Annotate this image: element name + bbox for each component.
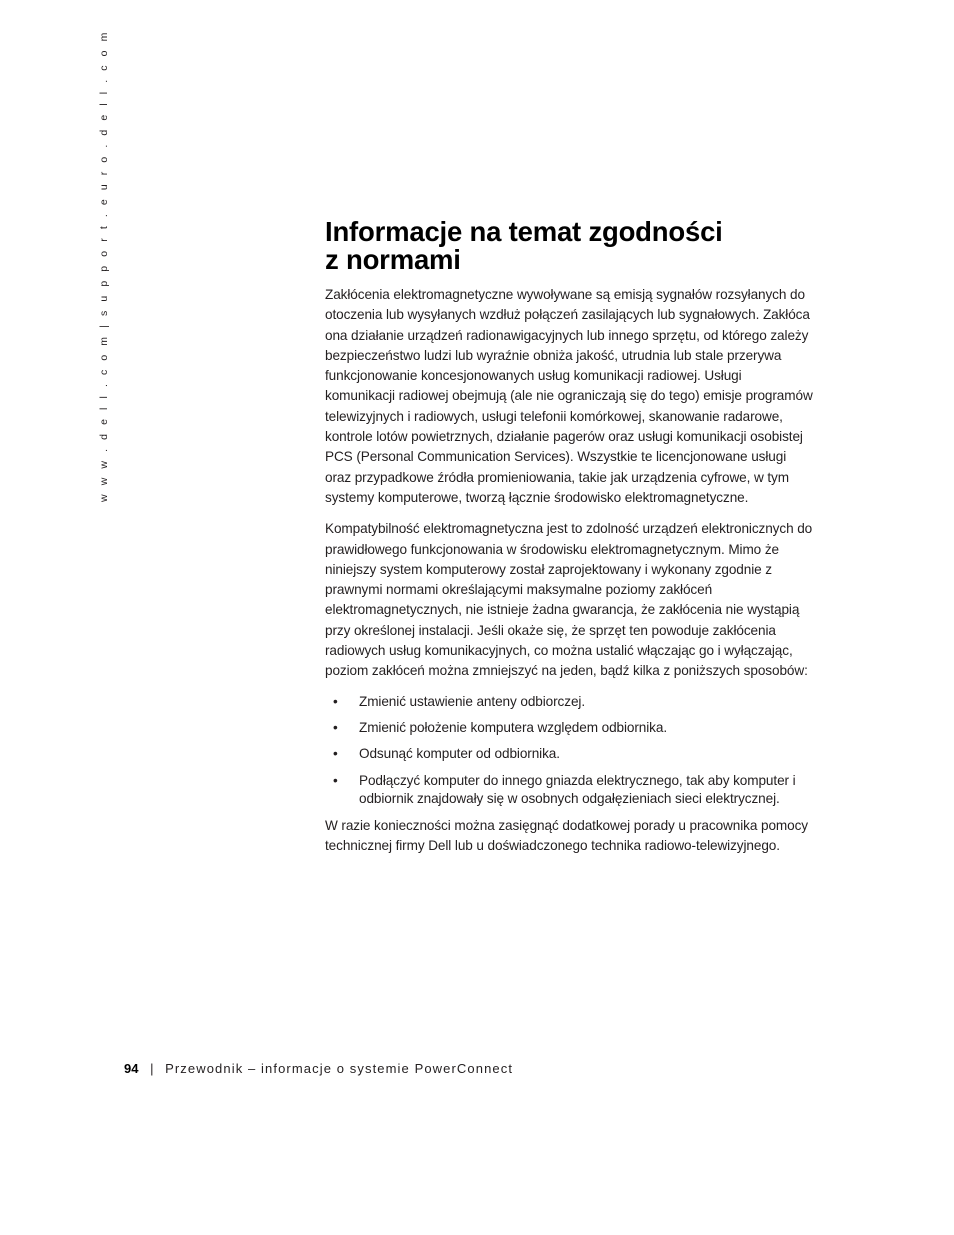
list-item — [325, 693, 815, 711]
page-title-line-2: z normami — [325, 244, 461, 275]
remedy-list — [325, 693, 815, 808]
bullet-icon: • — [333, 719, 338, 735]
list-item — [325, 719, 815, 737]
page-number: 94 — [124, 1061, 139, 1076]
list-item — [325, 772, 815, 809]
list-item-text: Odsunąć komputer od odbiornika. — [359, 746, 560, 762]
main-content — [325, 218, 815, 868]
list-item-text: Zmienić położenie komputera względem odbiornika. — [359, 719, 668, 735]
side-website-url: w w w . d e l l . c o m | s u p p o r t . e u r o . d e l l . c o m — [98, 29, 110, 502]
page-title-line-1: Informacje na temat zgodności — [325, 216, 723, 247]
paragraph-emi: Zakłócenia elektromagnetyczne wywoływane są emisją sygnałów rozsyłanych do otoczenia lub wysyłanych wzdłuż połączeń zasilających lub sygnałowych. Zakłóca ona działanie urządzeń radionawigacyjnych lub innego sprzętu, od którego zależy bezpieczeństwo ludzi lub wyraźnie obniża jakość, utrudnia lub stale przerywa funkcjonowanie koncesjonowanych usług komunikacji radiowej. Usługi komunikacji radiowej obejmują (ale nie ograniczają się do tego) emisje programów telewizyjnych i radiowych, usługi telefonii komórkowej, skanowanie radarowe, kontrole lotów powietrznych, działanie pagerów oraz usługi komunikacji osobistej PCS (Personal Communication Services). Wszystkie te licencjonowane usługi oraz przypadkowe źródła promieniowania, takie jak urządzenia cyfrowe, w tym systemy komputerowe, tworzą łącznie środowisko elektromagnetyczne. — [325, 287, 813, 505]
paragraph-closing: W razie konieczności można zasięgnąć dodatkowej porady u pracownika pomocy technicznej firmy Dell lub u doświadczonego technika radiowo-telewizyjnego. — [325, 818, 808, 854]
footer-document-title: Przewodnik – informacje o systemie PowerConnect — [165, 1061, 514, 1076]
list-item — [325, 745, 815, 763]
bullet-icon: • — [333, 693, 338, 709]
bullet-icon: • — [333, 746, 338, 762]
paragraph-emc: Kompatybilność elektromagnetyczna jest to zdolność urządzeń elektronicznych do prawidłowego funkcjonowania w środowisku elektromagnetycznym. Mimo że niniejszy system komputerowy został zaprojektowany i wykonany zgodnie z prawnymi normami określającymi maksymalne poziomy zakłóceń elektromagnetycznych, nie istnieje żadna gwarancja, że zakłócenia nie wystąpią przy określonej instalacji. Jeśli okaże się, że sprzęt ten powoduje zakłócenia radiowych usług komunikacyjnych, co można ustalić włączając go i wyłączając, poziom zakłóceń można zmniejszyć na jeden, bądź kilka z poniższych sposobów: — [325, 521, 813, 679]
list-item-text: Podłączyć komputer do innego gniazda elektrycznego, tak aby komputer i odbiornik znajdowały się w osobnych odgałęzieniach sieci elektrycznej. — [359, 772, 796, 806]
footer-separator: | — [150, 1061, 154, 1076]
list-item-text: Zmienić ustawienie anteny odbiorczej. — [359, 693, 586, 709]
page-title — [325, 218, 815, 274]
page-footer — [124, 1061, 513, 1076]
bullet-icon: • — [333, 772, 338, 788]
